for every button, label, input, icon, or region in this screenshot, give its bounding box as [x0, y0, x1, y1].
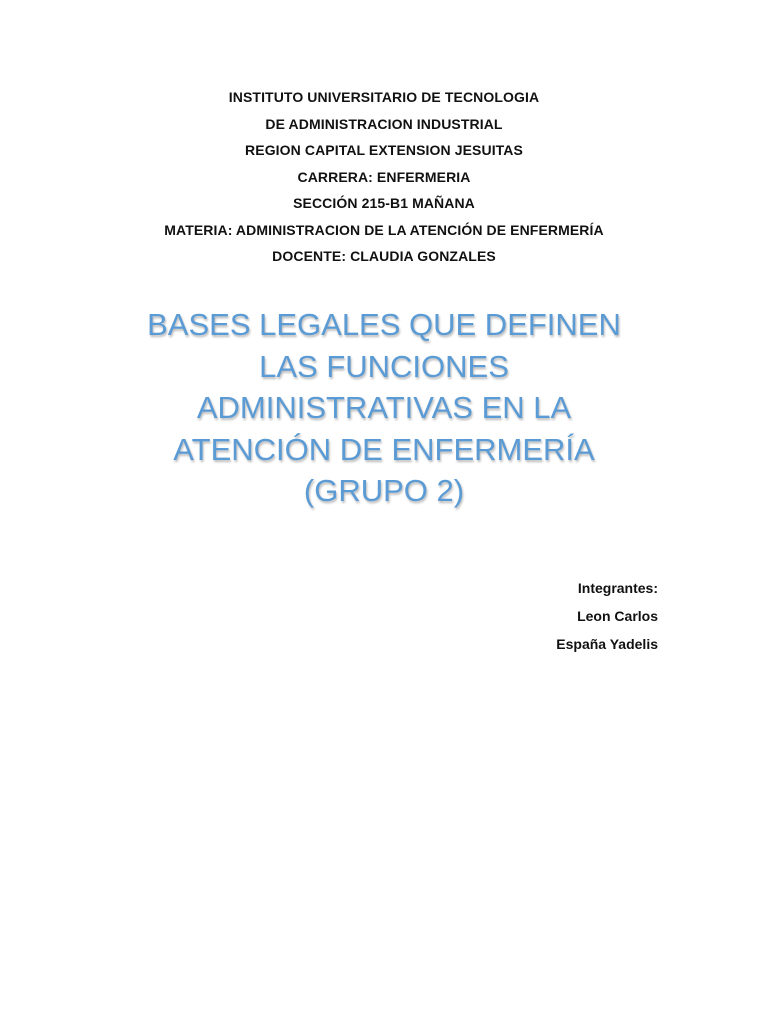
section-line: SECCIÓN 215-B1 MAÑANA	[293, 195, 475, 211]
career-line: CARRERA: ENFERMERIA	[297, 168, 471, 185]
title-line-2: LAS FUNCIONES	[259, 348, 509, 384]
members-heading: Integrantes:	[577, 580, 658, 596]
member-name: España Yadelis	[556, 636, 658, 652]
region-line: REGION CAPITAL EXTENSION JESUITAS	[245, 142, 523, 158]
member-name: Leon Carlos	[577, 608, 658, 624]
institution-name-line-1: INSTITUTO UNIVERSITARIO DE TECNOLOGIA	[228, 89, 540, 105]
teacher-line: DOCENTE: CLAUDIA GONZALES	[272, 248, 496, 264]
title-line-1: BASES LEGALES QUE DEFINEN	[147, 307, 621, 342]
title-line-4: ATENCIÓN DE ENFERMERÍA	[173, 431, 595, 467]
institution-header	[0, 84, 768, 270]
title-line-5: (GRUPO 2)	[303, 473, 465, 508]
group-members	[556, 574, 658, 658]
institution-name-line-2: DE ADMINISTRACION INDUSTRIAL	[265, 115, 503, 132]
document-title	[84, 304, 684, 512]
title-line-3: ADMINISTRATIVAS EN LA	[196, 390, 572, 425]
subject-line: MATERIA: ADMINISTRACION DE LA ATENCIÓN DE ENFERMERÍA	[164, 221, 604, 238]
